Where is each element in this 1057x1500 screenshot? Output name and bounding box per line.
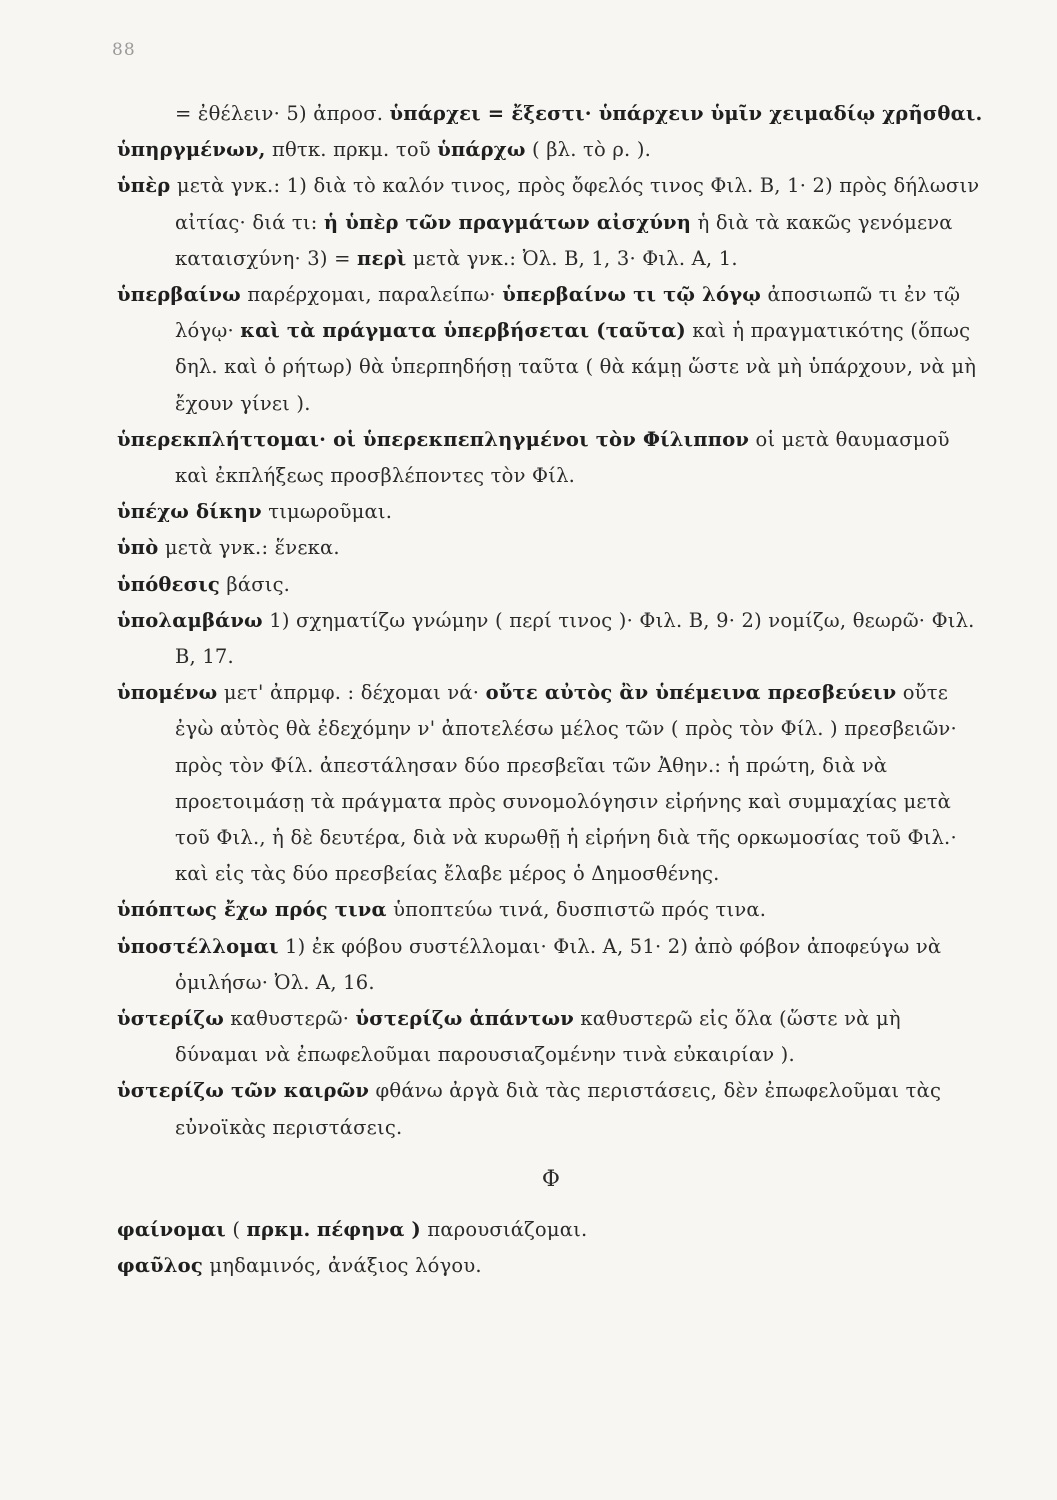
definition-text: ἀποσιωπῶ τι ἐν τῷ λόγῳ·	[175, 283, 961, 343]
glossary-entry	[117, 1248, 985, 1284]
definition-text: μετ' ἀπρμφ. : δέχομαι νά·	[217, 681, 486, 705]
entries-upsilon	[117, 96, 985, 1146]
glossary-entry	[117, 567, 985, 603]
headword-text: ὑποστέλλομαι	[117, 934, 279, 958]
headword-text: ὑπὸ	[117, 536, 159, 560]
headword-text: ὑστερίζω ἁπάντων	[355, 1007, 574, 1031]
glossary-entry	[117, 422, 985, 494]
definition-text: καθυστερῶ·	[224, 1007, 356, 1031]
definition-text: καὶ ἡ πραγματικότης (ὅπως δηλ. καὶ ὁ ρήτωρ) θὰ ὑπερπηδήσῃ ταῦτα ( θὰ κάμῃ ὥστε νὰ μὴ ὑπάρχουν, νὰ μὴ ἔχουν γίνει ).	[175, 319, 977, 415]
headword-text: ὑπολαμβάνω	[117, 608, 263, 632]
headword-text: πέφηνα )	[316, 1217, 421, 1241]
headword-text: ὑπόθεσις	[117, 572, 220, 596]
definition-text: μηδαμινός, ἀνάξιος λόγου.	[202, 1254, 482, 1278]
definition-text: μετὰ γνκ.: 1) διὰ τὸ καλόν τινος, πρὸς ὄφελός τινος Φιλ. Β, 1· 2) πρὸς δήλωσιν αἰτίας· διά τι:	[170, 174, 980, 234]
glossary-entry	[117, 96, 985, 132]
headword-text: περὶ	[357, 246, 407, 270]
definition-text: οἱ μετὰ θαυμασμοῦ καὶ ἐκπλήξεως προσβλέποντες τὸν Φίλ.	[175, 427, 950, 488]
headword-text: ὑπηργμένων,	[117, 138, 266, 162]
definition-text: ὑποπτεύω τινά, δυσπιστῶ πρός τινα.	[386, 898, 767, 922]
headword-text: ὑπάρχει = ἔξεστι· ὑπάρχειν ὑμῖν χειμαδίῳ χρῆσθαι.	[389, 102, 983, 125]
definition-text: μετὰ γνκ.: Ὀλ. Β, 1, 3· Φιλ. Α, 1.	[406, 246, 738, 270]
glossary-entry	[117, 603, 985, 675]
definition-text: 1) σχηματίζω γνώμην ( περί τινος )· Φιλ. Β, 9· 2) νομίζω, θεωρῶ· Φιλ. Β, 17.	[175, 608, 975, 669]
glossary-entry	[117, 494, 985, 530]
headword-text: ὑπομένω	[117, 681, 218, 705]
headword-text: ὑπερβαίνω τι τῷ λόγῳ	[502, 283, 762, 307]
glossary-entry	[117, 277, 985, 422]
headword-text: ὑπὲρ	[117, 174, 171, 198]
headword-text: ὑπερβαίνω	[117, 283, 241, 307]
definition-text: ἡ διὰ τὰ κακῶς γενόμενα καταισχύνη· 3) =	[175, 210, 953, 270]
headword-text: φαῦλος	[117, 1254, 203, 1278]
definition-text: οὔτε ἐγὼ αὐτὸς θὰ ἐδεχόμην ν' ἀποτελέσω μέλος τῶν ( πρὸς τὸν Φίλ. ) πρεσβειῶν· πρὸς τὸν Φίλ. ἀπεστάλησαν δύο πρεσβεῖαι τῶν Ἀθην.: ἡ πρώτη, διὰ νὰ προετοιμάσῃ τὰ πράγματα πρὸς συνομολόγησιν εἰρήνης καὶ συμμαχίας μετὰ τοῦ Φιλ., ἡ δὲ δευτέρα, διὰ νὰ κυρωθῇ ἡ εἰρήνη διὰ τῆς ορκωμοσίας τοῦ Φιλ.· καὶ εἰς τὰς δύο πρεσβείας ἔλαβε μέρος ὁ Δημοσθένης.	[175, 681, 957, 886]
glossary-entry	[117, 1212, 985, 1248]
headword-text: ὑπερεκπλήττομαι· οἱ ὑπερεκπεπληγμένοι τὸν Φίλιππον	[117, 427, 750, 451]
glossary-entry	[117, 929, 985, 1001]
entries-phi	[117, 1212, 985, 1284]
definition-text: παρουσιάζομαι.	[420, 1217, 588, 1241]
definition-text: παρέρχομαι, παραλείπω·	[240, 283, 503, 307]
glossary-entry	[117, 168, 985, 277]
headword-text: ὑστερίζω	[117, 1007, 225, 1031]
glossary-entry	[117, 675, 985, 892]
definition-text: πθτκ. πρκμ. τοῦ	[265, 138, 438, 162]
definition-text: = ἐθέλειν· 5) ἀπροσ.	[175, 102, 390, 125]
glossary-entries	[117, 96, 985, 1284]
headword-text: ἡ ὑπὲρ τῶν πραγμάτων αἰσχύνη	[323, 210, 692, 234]
headword-text: ὑστερίζω τῶν καιρῶν	[117, 1079, 370, 1103]
definition-text: τιμωροῦμαι.	[261, 500, 393, 524]
definition-text: ( βλ. τὸ ρ. ).	[525, 138, 652, 162]
headword-text: ὑπέχω δίκην	[117, 500, 262, 524]
glossary-entry	[117, 892, 985, 928]
page-number: 88	[112, 40, 136, 60]
headword-text: ὑπόπτως ἔχω πρός τινα	[117, 898, 387, 922]
glossary-entry	[117, 1073, 985, 1145]
headword-text: φαίνομαι	[117, 1217, 226, 1241]
headword-text: καὶ τὰ πράγματα ὑπερβήσεται (ταῦτα)	[240, 319, 686, 343]
headword-text: πρκμ.	[246, 1217, 311, 1241]
definition-text: βάσις.	[219, 572, 291, 596]
definition-text: μετὰ γνκ.: ἕνεκα.	[158, 536, 340, 560]
section-letter: Φ	[541, 1166, 561, 1192]
definition-text: 1) ἐκ φόβου συστέλλομαι· Φιλ. Α, 51· 2) ἀπὸ φόβον ἀποφεύγω νὰ ὁμιλήσω· Ὀλ. Α, 16.	[175, 934, 942, 994]
headword-text: ὑπάρχω	[437, 138, 526, 162]
definition-text: (	[225, 1217, 247, 1241]
definition-text: καθυστερῶ εἰς ὅλα (ὥστε νὰ μὴ δύναμαι νὰ ἐπωφελοῦμαι παρουσιαζομένην τινὰ εὐκαιρίαν ).	[175, 1007, 901, 1067]
glossary-entry	[117, 530, 985, 566]
definition-text: φθάνω ἀργὰ διὰ τὰς περιστάσεις, δὲν ἐπωφελοῦμαι τὰς εὐνοϊκὰς περιστάσεις.	[175, 1079, 942, 1139]
headword-text: οὔτε αὐτὸς ἂν ὑπέμεινα πρεσβεύειν	[485, 681, 897, 705]
glossary-entry	[117, 132, 985, 168]
glossary-entry	[117, 1001, 985, 1073]
